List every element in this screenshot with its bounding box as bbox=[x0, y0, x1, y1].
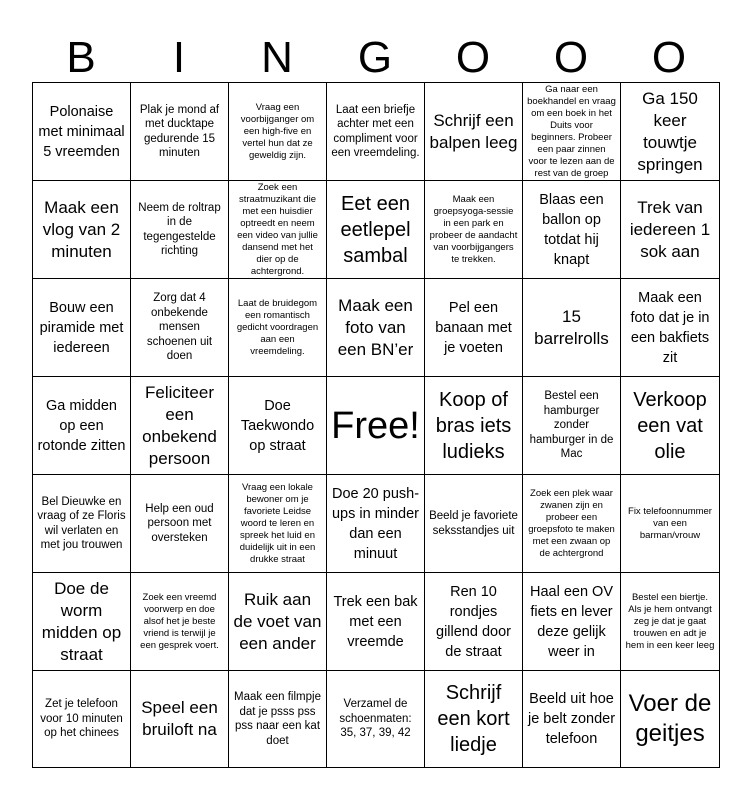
bingo-cell[interactable] bbox=[425, 475, 523, 573]
cell-text: Zorg dat 4 onbekende mensen schoenen uit doen bbox=[146, 292, 213, 363]
cell-text: Laat de bruidegom een romantisch gedicht voordragen aan een vreemdeling. bbox=[236, 297, 319, 357]
bingo-cell[interactable] bbox=[33, 475, 131, 573]
cell-text: Trek een bak met een vreemde bbox=[333, 593, 418, 650]
cell-text: Koop of bras iets ludieks bbox=[435, 388, 512, 463]
bingo-cell[interactable] bbox=[523, 83, 621, 181]
free-cell[interactable] bbox=[327, 377, 425, 475]
cell-text: Beeld je favoriete seksstandjes uit bbox=[429, 510, 518, 537]
cell-text: Blaas een ballon op totdat hij knapt bbox=[539, 191, 604, 268]
header-letter: O bbox=[455, 33, 491, 82]
bingo-cell[interactable] bbox=[523, 475, 621, 573]
bingo-cell[interactable] bbox=[229, 279, 327, 377]
header-letter: B bbox=[66, 33, 96, 82]
cell-text: Haal een OV fiets en lever deze gelijk weer in bbox=[529, 583, 614, 660]
bingo-cell[interactable] bbox=[327, 573, 425, 671]
cell-text: Maak een filmpje dat je psss pss pss naar een kat doet bbox=[234, 691, 321, 747]
bingo-cell[interactable] bbox=[425, 671, 523, 768]
cell-text: Beeld uit hoe je belt zonder telefoon bbox=[527, 691, 616, 747]
cell-text: Maak een foto van een BN’er bbox=[337, 295, 414, 359]
bingo-cell[interactable] bbox=[327, 181, 425, 279]
bingo-cell[interactable] bbox=[425, 181, 523, 279]
bingo-cell[interactable] bbox=[523, 573, 621, 671]
bingo-cell[interactable] bbox=[33, 279, 131, 377]
bingo-cell[interactable] bbox=[33, 83, 131, 181]
cell-text: Maak een foto dat je in een bakfiets zit bbox=[630, 289, 710, 366]
cell-text: Bouw een piramide met iedereen bbox=[39, 299, 124, 356]
cell-text: Bel Dieuwke en vraag of ze Floris wil verlaten en met jou trouwen bbox=[37, 495, 126, 551]
cell-text: Zoek een plek waar zwanen zijn en probeer een groepsfoto te maken met een zwaan op de achtergrond bbox=[528, 487, 615, 559]
bingo-cell[interactable] bbox=[229, 181, 327, 279]
cell-text: Speel een bruiloft na bbox=[141, 698, 218, 739]
bingo-cell[interactable] bbox=[327, 279, 425, 377]
cell-text: Plak je mond af met ducktape gedurende 15 minuten bbox=[139, 103, 220, 159]
cell-text: Verkoop een vat olie bbox=[633, 388, 707, 463]
cell-text: Neem de roltrap in de tegengestelde richting bbox=[138, 201, 221, 257]
bingo-cell[interactable] bbox=[327, 83, 425, 181]
cell-text: Laat een briefje achter met een compliment voor een vreemdeling. bbox=[331, 103, 420, 159]
bingo-cell[interactable] bbox=[131, 377, 229, 475]
bingo-cell[interactable] bbox=[523, 377, 621, 475]
cell-text: Zet je telefoon voor 10 minuten op het chinees bbox=[40, 698, 123, 740]
cell-text: Zoek een vreemd voorwerp en doe alsof het je beste vriend is terwijl je een gesprek voert. bbox=[140, 591, 219, 651]
bingo-cell[interactable] bbox=[621, 377, 720, 475]
cell-text: Voer de geitjes bbox=[628, 690, 712, 747]
cell-text: Polonaise met minimaal 5 vreemden bbox=[38, 103, 125, 160]
cell-text: Ga naar een boekhandel en vraag om een boek in het Duits voor beginners. Probeer een paar zinnen voor te lezen aan de rest van de groep bbox=[527, 83, 616, 179]
bingo-cell[interactable] bbox=[523, 671, 621, 768]
cell-text: Trek van iedereen 1 sok aan bbox=[629, 197, 711, 261]
bingo-cell[interactable] bbox=[229, 83, 327, 181]
bingo-cell[interactable] bbox=[131, 671, 229, 768]
bingo-cell[interactable] bbox=[33, 573, 131, 671]
bingo-cell[interactable] bbox=[229, 475, 327, 573]
cell-text: Vraag een lokale bewoner om je favoriete Leidse woord te leren en spreek het luid en duidelijk uit in een drukke straat bbox=[239, 481, 316, 565]
bingo-cell[interactable] bbox=[229, 573, 327, 671]
cell-text: Free! bbox=[331, 404, 420, 447]
bingo-cell[interactable] bbox=[621, 475, 720, 573]
bingo-cell[interactable] bbox=[33, 377, 131, 475]
bingo-cell[interactable] bbox=[229, 671, 327, 768]
cell-text: Pel een banaan met je voeten bbox=[435, 299, 512, 356]
bingo-cell[interactable] bbox=[131, 573, 229, 671]
cell-text: Bestel een biertje. Als je hem ontvangt zeg je dat je gaat trouwen en adt je hem in een keer leeg bbox=[625, 591, 715, 651]
bingo-cell[interactable] bbox=[425, 279, 523, 377]
cell-text: Doe Taekwondo op straat bbox=[240, 397, 315, 454]
cell-text: Doe de worm midden op straat bbox=[41, 578, 122, 664]
cell-text: Help een oud persoon met oversteken bbox=[145, 502, 214, 544]
cell-text: Fix telefoonnummer van een barman/vrouw bbox=[628, 505, 712, 541]
bingo-cell[interactable] bbox=[425, 573, 523, 671]
cell-text: Vraag een voorbijganger om een high-five en vertel hun dat ze geweldig zijn. bbox=[240, 101, 315, 161]
cell-text: Maak een vlog van 2 minuten bbox=[42, 197, 121, 261]
cell-text: Ga 150 keer touwtje springen bbox=[637, 88, 703, 174]
bingo-cell[interactable] bbox=[425, 83, 523, 181]
cell-text: Zoek een straatmuzikant die met een huisdier optreedt en neem een video van jullie dansend met het dier op de achtergrond. bbox=[237, 181, 318, 277]
bingo-cell[interactable] bbox=[327, 475, 425, 573]
bingo-cell[interactable] bbox=[425, 377, 523, 475]
cell-text: Schrijf een balpen leeg bbox=[429, 110, 518, 152]
header-letter: O bbox=[651, 33, 687, 82]
cell-text: Schrijf een kort liedje bbox=[437, 682, 510, 756]
bingo-cell[interactable] bbox=[621, 279, 720, 377]
cell-text: Eet een eetlepel sambal bbox=[340, 192, 411, 267]
cell-text: Bestel een hamburger zonder hamburger in de Mac bbox=[529, 390, 614, 461]
cell-text: 15 barrelrolls bbox=[534, 306, 609, 348]
bingo-header bbox=[32, 30, 720, 86]
bingo-board bbox=[32, 82, 720, 768]
bingo-cell[interactable] bbox=[131, 83, 229, 181]
header-letter: O bbox=[553, 33, 589, 82]
cell-text: Doe 20 push-ups in minder dan een minuut bbox=[331, 485, 420, 562]
bingo-cell[interactable] bbox=[131, 475, 229, 573]
bingo-cell[interactable] bbox=[621, 181, 720, 279]
bingo-cell[interactable] bbox=[621, 573, 720, 671]
bingo-cell[interactable] bbox=[523, 279, 621, 377]
bingo-cell[interactable] bbox=[33, 671, 131, 768]
bingo-cell[interactable] bbox=[229, 377, 327, 475]
cell-text: Maak een groepsyoga-sessie in een park en probeer de aandacht van voorbijgangers te trekken. bbox=[429, 193, 518, 265]
cell-text: Feliciteer een onbekend persoon bbox=[142, 382, 217, 468]
bingo-cell[interactable] bbox=[33, 181, 131, 279]
cell-text: Verzamel de schoenmaten: 35, 37, 39, 42 bbox=[339, 698, 412, 740]
bingo-cell[interactable] bbox=[523, 181, 621, 279]
cell-text: Ren 10 rondjes gillend door de straat bbox=[436, 583, 511, 660]
bingo-cell[interactable] bbox=[621, 83, 720, 181]
bingo-cell[interactable] bbox=[131, 181, 229, 279]
cell-text: Ga midden op een rotonde zitten bbox=[37, 397, 126, 454]
header-letter: N bbox=[261, 33, 293, 82]
header-letter: I bbox=[172, 33, 186, 82]
header-letter: G bbox=[357, 33, 393, 82]
bingo-cell[interactable] bbox=[327, 671, 425, 768]
bingo-cell[interactable] bbox=[131, 279, 229, 377]
bingo-cell[interactable] bbox=[621, 671, 720, 768]
cell-text: Ruik aan de voet van een ander bbox=[233, 589, 322, 653]
